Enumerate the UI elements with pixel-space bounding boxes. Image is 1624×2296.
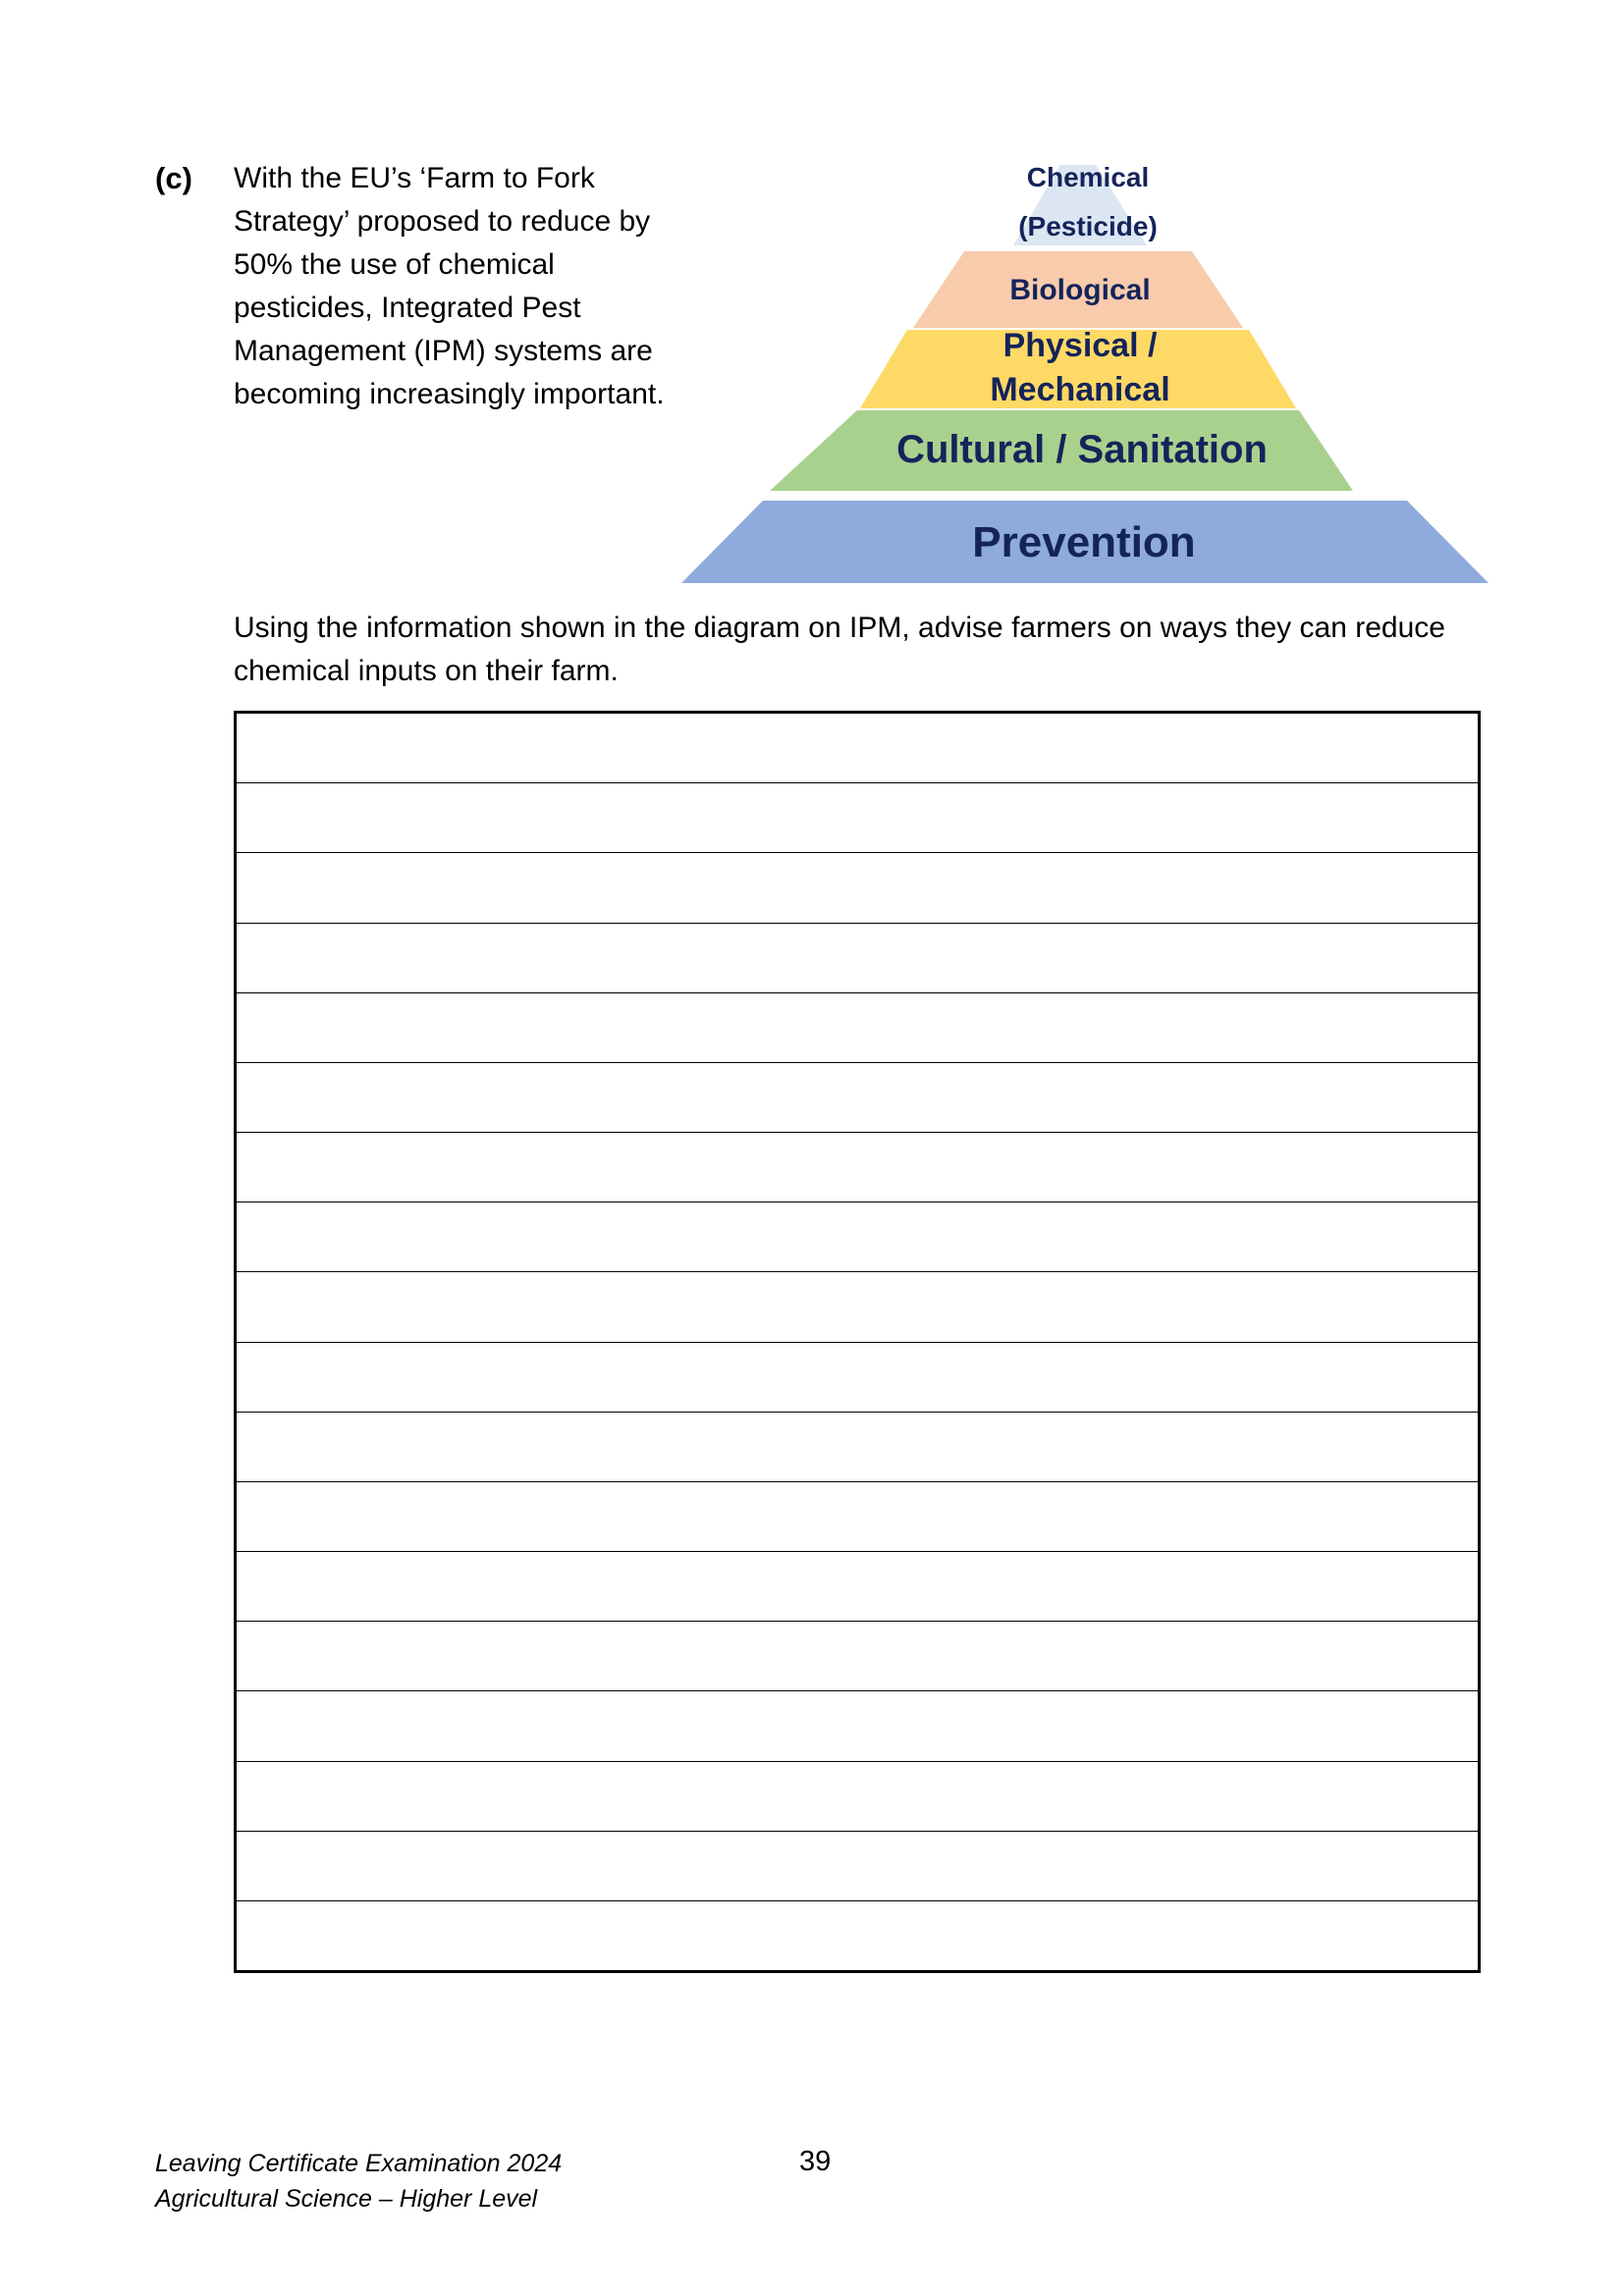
answer-line[interactable] — [237, 1343, 1478, 1413]
answer-line[interactable] — [237, 924, 1478, 993]
answer-line[interactable] — [237, 1063, 1478, 1133]
page-number: 39 — [799, 2146, 832, 2177]
tier-label-chemical-line2: (Pesticide) — [1018, 211, 1158, 241]
tier-label-physical-line2: Mechanical — [990, 371, 1170, 408]
footer-subject-level: Agricultural Science – Higher Level — [155, 2185, 538, 2213]
tier-label-cultural-sanitation: Cultural / Sanitation — [896, 428, 1268, 471]
answer-line[interactable] — [237, 1272, 1478, 1342]
answer-line[interactable] — [237, 714, 1478, 783]
tier-label-prevention: Prevention — [972, 518, 1196, 566]
answer-line[interactable] — [237, 993, 1478, 1063]
footer-exam-title: Leaving Certificate Examination 2024 — [155, 2150, 563, 2177]
answer-line[interactable] — [237, 1622, 1478, 1691]
ipm-pyramid-diagram — [668, 157, 1512, 589]
answer-line[interactable] — [237, 1901, 1478, 1970]
tier-label-chemical-line1: Chemical — [1026, 162, 1150, 192]
answer-writing-area[interactable] — [234, 711, 1481, 1973]
tier-label-physical-line1: Physical / — [1002, 327, 1158, 364]
tier-label-biological: Biological — [1009, 274, 1151, 306]
answer-line[interactable] — [237, 783, 1478, 853]
answer-line[interactable] — [237, 1202, 1478, 1272]
answer-line[interactable] — [237, 1552, 1478, 1622]
answer-line[interactable] — [237, 1133, 1478, 1202]
question-part-label: (c) — [155, 161, 192, 195]
answer-line[interactable] — [237, 1832, 1478, 1901]
answer-line[interactable] — [237, 1413, 1478, 1482]
question-instruction-text: Using the information shown in the diagram on IPM, advise farmers on ways they can reduce chemical inputs on their farm. — [234, 612, 1445, 687]
footer-exam-info — [155, 2146, 562, 2216]
question-intro-text: With the EU’s ‘Farm to Fork Strategy’ proposed to reduce by 50% the use of chemical pesticides, Integrated Pest Management (IPM) systems are becoming increasingly important. — [234, 162, 665, 410]
answer-line[interactable] — [237, 853, 1478, 923]
answer-line[interactable] — [237, 1691, 1478, 1761]
answer-line[interactable] — [237, 1762, 1478, 1832]
answer-line[interactable] — [237, 1482, 1478, 1552]
